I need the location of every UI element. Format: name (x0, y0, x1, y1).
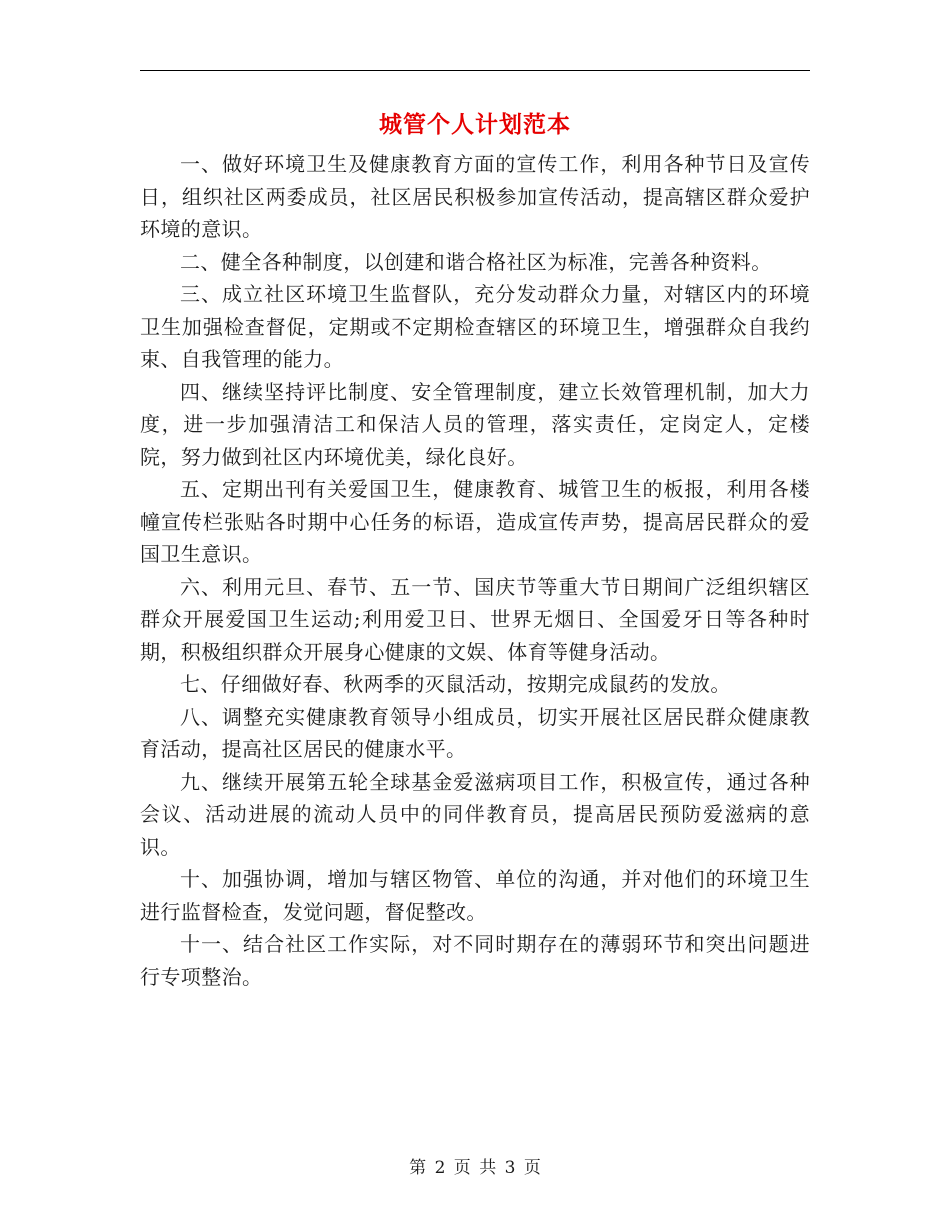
paragraph-10: 十、加强协调，增加与辖区物管、单位的沟通，并对他们的环境卫生进行监督检查，发觉问题，督促整改。 (140, 867, 810, 924)
paragraph-1: 一、做好环境卫生及健康教育方面的宣传工作，利用各种节日及宣传日，组织社区两委成员，社区居民积极参加宣传活动，提高辖区群众爱护环境的意识。 (140, 152, 810, 241)
paragraph-8: 八、调整充实健康教育领导小组成员，切实开展社区居民群众健康教育活动，提高社区居民的健康水平。 (140, 704, 810, 761)
paragraph-2: 二、健全各种制度，以创建和谐合格社区为标准，完善各种资料。 (180, 249, 772, 274)
paragraph-4: 四、继续坚持评比制度、安全管理制度，建立长效管理机制，加大力度，进一步加强清洁工和保洁人员的管理，落实责任，定岗定人，定楼院，努力做到社区内环境优美，绿化良好。 (140, 379, 810, 469)
paragraph-11: 十一、结合社区工作实际，对不同时期存在的薄弱环节和突出问题进行专项整治。 (140, 932, 810, 989)
document-body (140, 148, 810, 993)
header-rule (140, 70, 810, 71)
paragraph-3: 三、成立社区环境卫生监督队，充分发动群众力量，对辖区内的环境卫生加强检查督促，定期或不定期检查辖区的环境卫生，增强群众自我约束、自我管理的能力。 (140, 282, 810, 371)
paragraph-7: 七、仔细做好春、秋两季的灭鼠活动，按期完成鼠药的发放。 (180, 672, 731, 696)
page-number-footer: 第 2 页 共 3 页 (409, 1158, 541, 1178)
paragraph-9: 九、继续开展第五轮全球基金爱滋病项目工作，积极宣传，通过各种会议、活动进展的流动人员中的同伴教育员，提高居民预防爱滋病的意识。 (140, 769, 810, 859)
document-title: 城管个人计划范本 (379, 111, 571, 138)
paragraph-5: 五、定期出刊有关爱国卫生，健康教育、城管卫生的板报，利用各楼幢宣传栏张贴各时期中心任务的标语，造成宣传声势，提高居民群众的爱国卫生意识。 (140, 477, 810, 566)
paragraph-6: 六、利用元旦、春节、五一节、国庆节等重大节日期间广泛组织辖区群众开展爱国卫生运动;利用爱卫日、世界无烟日、全国爱牙日等各种时期，积极组织群众开展身心健康的文娱、体育等健身活动。 (140, 574, 810, 664)
